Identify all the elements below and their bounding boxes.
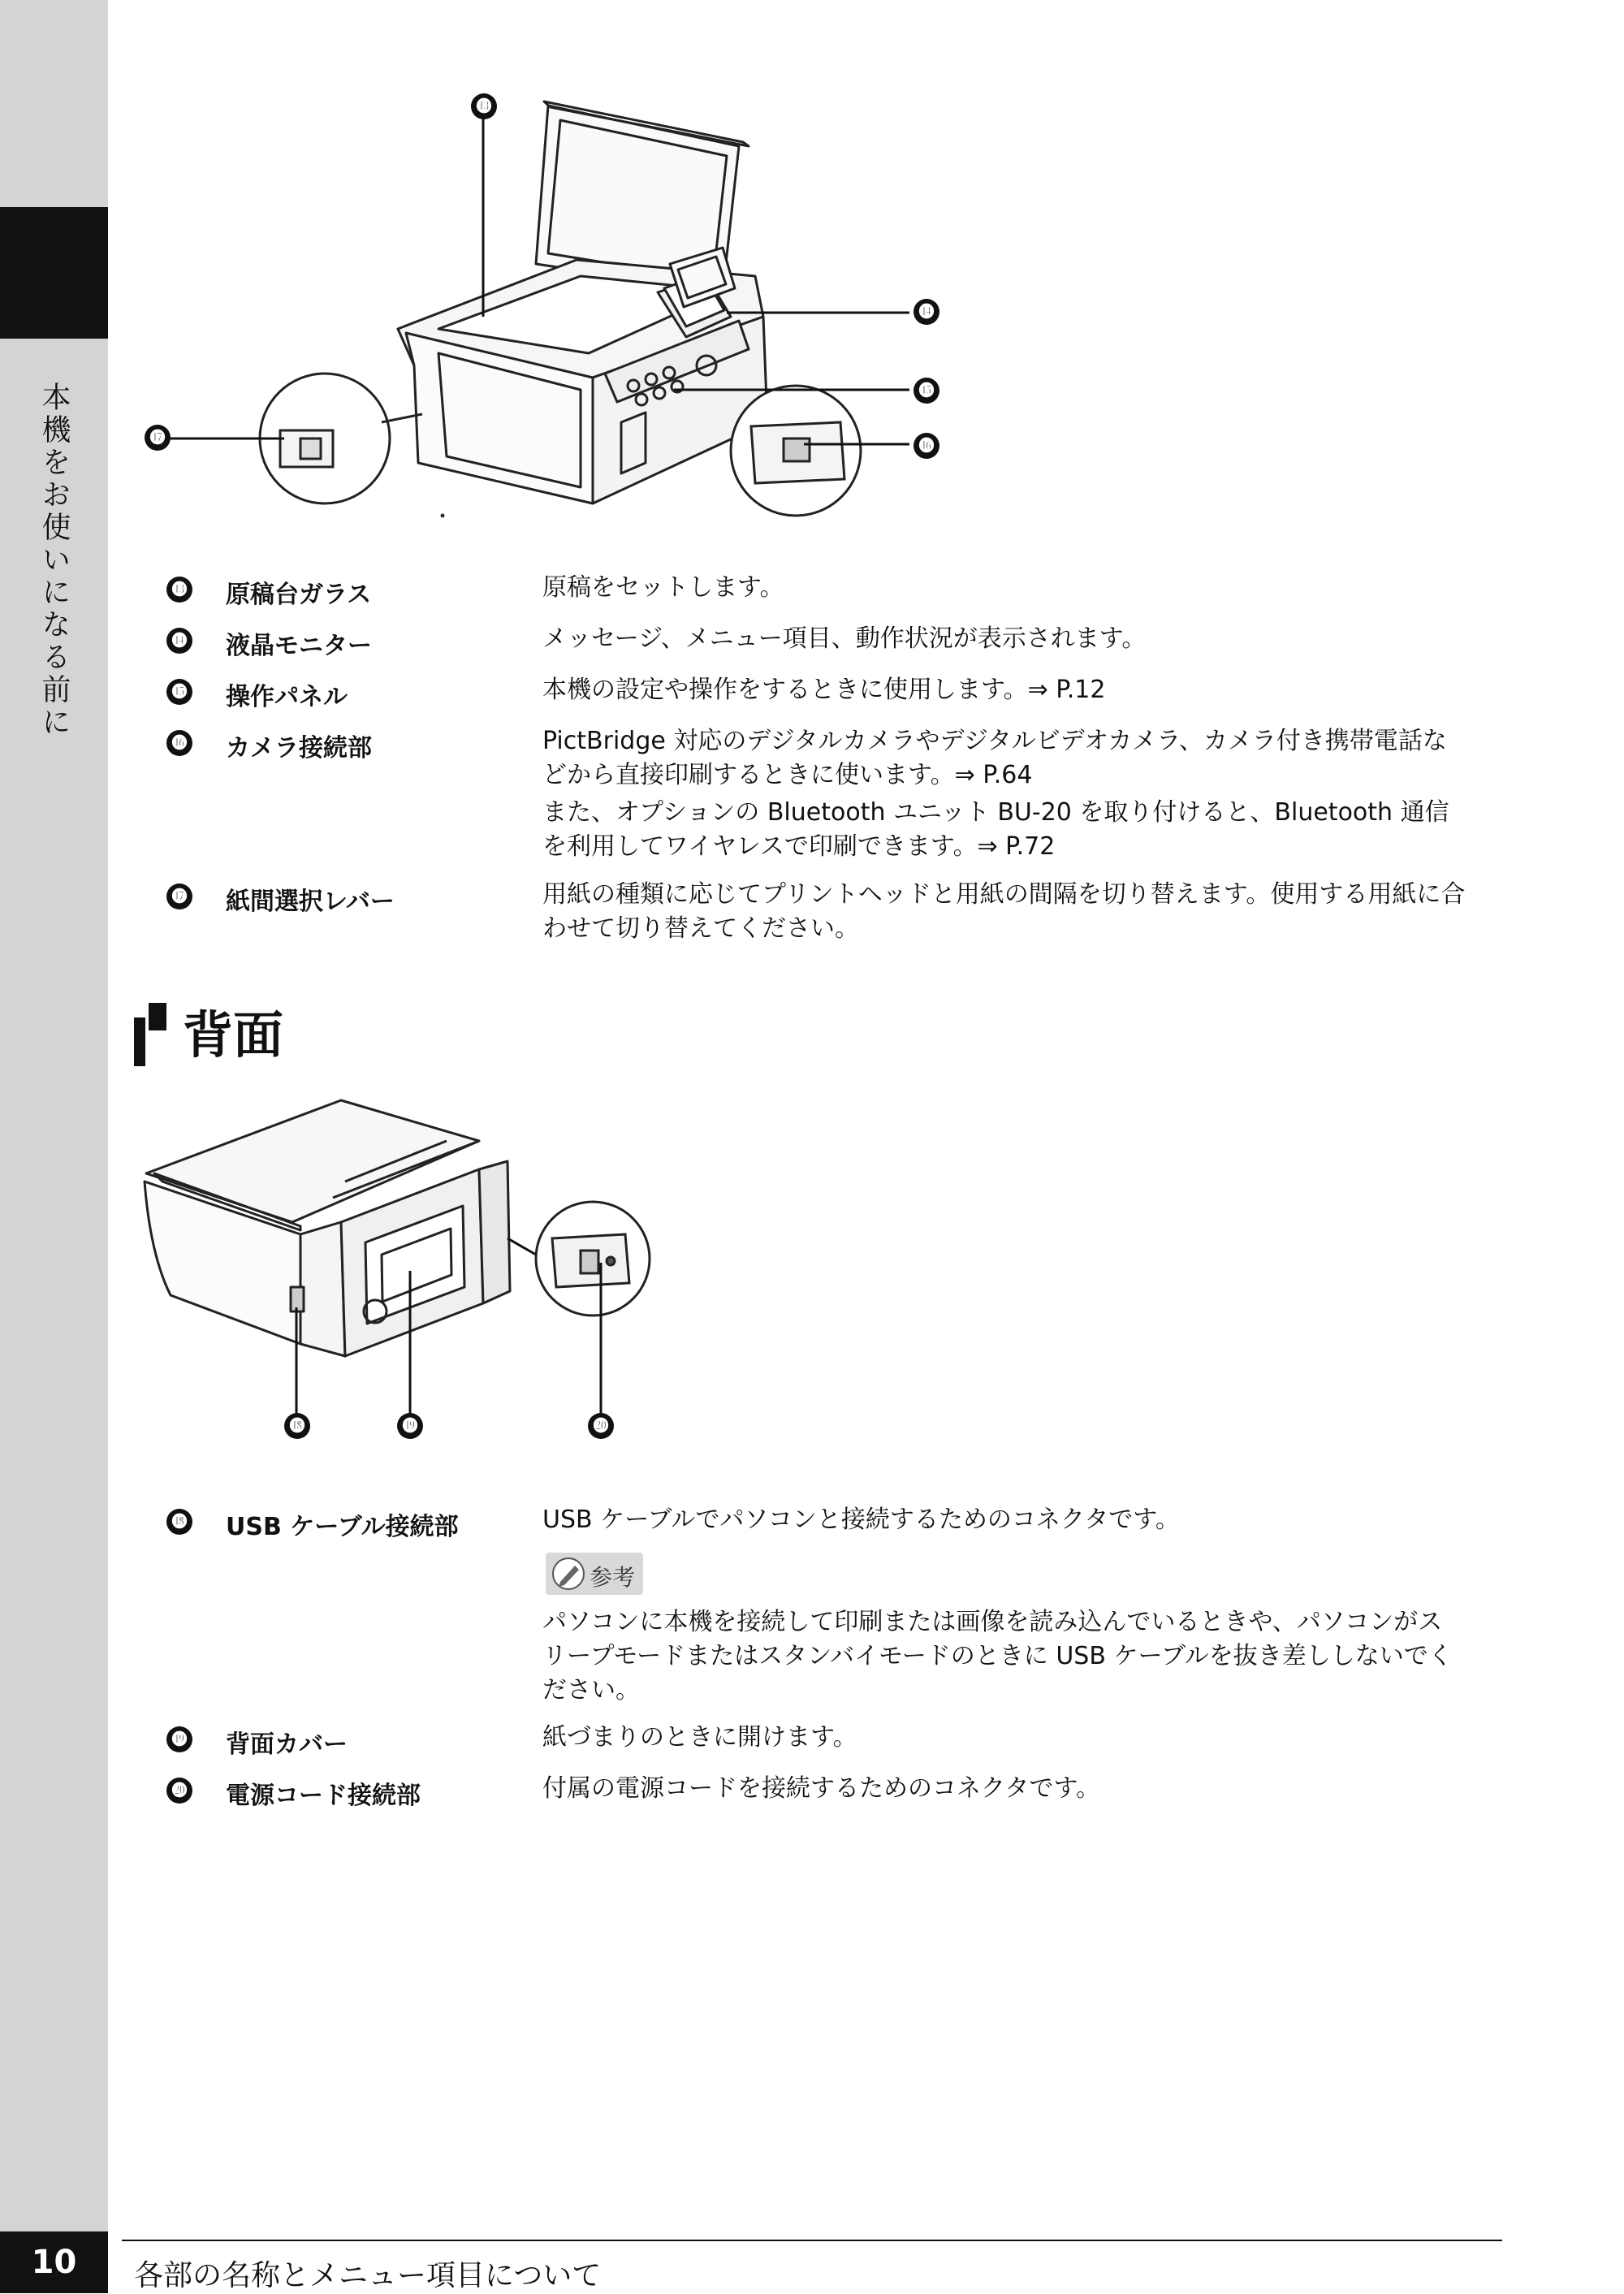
note-line: パソコンに本機を接続して印刷または画像を読み込んでいるときや、パソコンがス (542, 1608, 1443, 1636)
item-term: 紙間選択レバー (226, 888, 395, 916)
callout-15: ⓯ (914, 378, 939, 404)
note-label: 参考 (590, 1564, 636, 1591)
callout-19: ⓳ (397, 1413, 423, 1439)
item-desc: USB ケーブルでパソコンと接続するためのコネクタです。 (542, 1506, 1180, 1534)
item-desc: 本機の設定や操作をするときに使用します。⇒ P.12 (542, 676, 1106, 704)
item-term: カメラ接続部 (226, 734, 372, 763)
callout-17: ⓱ (145, 425, 171, 451)
callout-14: ⓮ (914, 299, 939, 325)
section-title: 背面 (183, 1005, 284, 1065)
item-desc-line: どから直接印刷するときに使います。⇒ P.64 (542, 761, 1033, 789)
sidebar-chapter-label: 本機をお使いになる前に (37, 382, 71, 739)
item-desc-line: を利用してワイヤレスで印刷できます。⇒ P.72 (542, 832, 1056, 861)
sidebar (0, 0, 108, 2293)
item-desc-line: PictBridge 対応のデジタルカメラやデジタルビデオカメラ、カメラ付き携帯電話な (542, 727, 1447, 755)
note-line: リープモードまたはスタンバイモードのときに USB ケーブルを抜き差ししないでく (542, 1642, 1453, 1670)
callout-20: ⓴ (588, 1413, 614, 1439)
item-term: 背面カバー (226, 1730, 348, 1759)
item-term: 操作パネル (226, 683, 348, 711)
item-number: ⓴ (166, 1778, 192, 1804)
note-line: ださい。 (542, 1676, 640, 1704)
item-desc: 原稿をセットします。 (542, 573, 784, 602)
item-number: ⓭ (166, 577, 192, 603)
item-term: USB ケーブル接続部 (226, 1513, 459, 1541)
item-desc-line: また、オプションの Bluetooth ユニット BU-20 を取り付けると、Bluetooth 通信 (542, 798, 1449, 827)
footer-title: 各部の名称とメニュー項目について (134, 2259, 602, 2292)
printer-front-illustration (138, 81, 950, 536)
item-desc-line: 用紙の種類に応じてプリントヘッドと用紙の間隔を切り替えます。使用する用紙に合 (542, 880, 1466, 909)
callout-13: ⓭ (471, 93, 497, 119)
item-term: 電源コード接続部 (226, 1782, 421, 1810)
item-desc-line: わせて切り替えてください。 (542, 914, 859, 943)
item-number: ⓯ (166, 679, 192, 705)
item-number: ⓳ (166, 1726, 192, 1752)
sidebar-tab-marker (0, 207, 108, 339)
callout-16: ⓰ (914, 433, 939, 459)
item-desc: 紙づまりのときに開けます。 (542, 1723, 857, 1752)
item-number: ⓱ (166, 883, 192, 909)
printer-back-illustration (138, 1092, 658, 1433)
item-number: ⓮ (166, 628, 192, 654)
section-marker-icon (134, 1003, 175, 1068)
item-term: 液晶モニター (226, 632, 372, 660)
item-number: ⓰ (166, 730, 192, 756)
item-desc: 付属の電源コードを接続するためのコネクタです。 (542, 1774, 1100, 1803)
callout-18: ⓲ (284, 1413, 310, 1439)
pencil-icon (551, 1554, 590, 1593)
item-desc: メッセージ、メニュー項目、動作状況が表示されます。 (542, 624, 1147, 653)
item-number: ⓲ (166, 1509, 192, 1535)
footer-rule (122, 2240, 1502, 2241)
item-term: 原稿台ガラス (226, 581, 372, 609)
page-number: 10 (31, 2244, 77, 2281)
